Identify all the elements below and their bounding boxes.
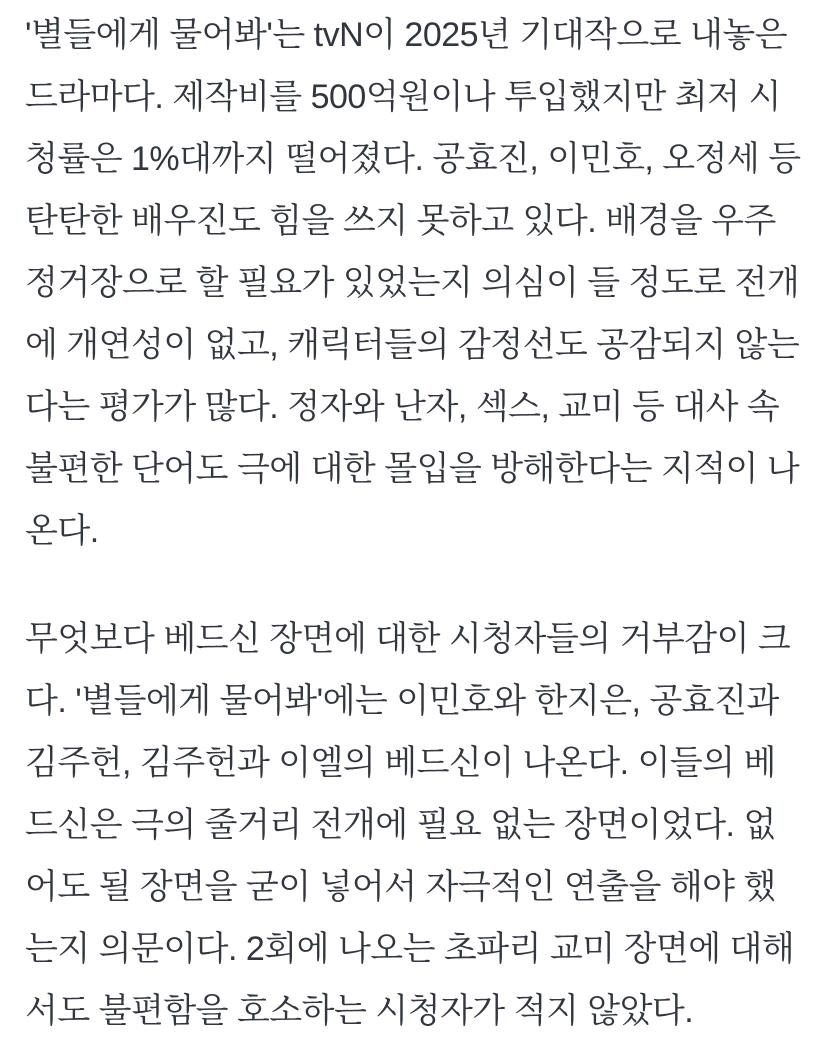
article-paragraph: 무엇보다 베드신 장면에 대한 시청자들의 거부감이 크다. '별들에게 물어봐'에는 이민호와 한지은, 공효진과 김주헌, 김주헌과 이엘의 베드신이 나온다. 이들의 베드신은 극의 줄거리 전개에 필요 없는 장면이었다. 없어도 될 장면을 굳이 넣어서 자극적인 연출을 해야 했는지 의문이다. 2회에 나오는 초파리 교미 장면에 대해서도 불편함을 호소하는 시청자가 적지 않았다. [25, 620, 795, 1030]
article-paragraph: '별들에게 물어봐'는 tvN이 2025년 기대작으로 내놓은 드라마다. 제작비를 500억원이나 투입했지만 최저 시청률은 1%대까지 떨어졌다. 공효진, 이민호, 오정세 등 탄탄한 배우진도 힘을 쓰지 못하고 있다. 배경을 우주정거장으로 할 필요가 있었는지 의심이 들 정도로 전개에 개연성이 없고, 캐릭터들의 감정선도 공감되지 않는다는 평가가 많다. 정자와 난자, 섹스, 교미 등 대사 속 불편한 단어도 극에 대한 몰입을 방해한다는 지적이 나온다. [25, 16, 801, 550]
